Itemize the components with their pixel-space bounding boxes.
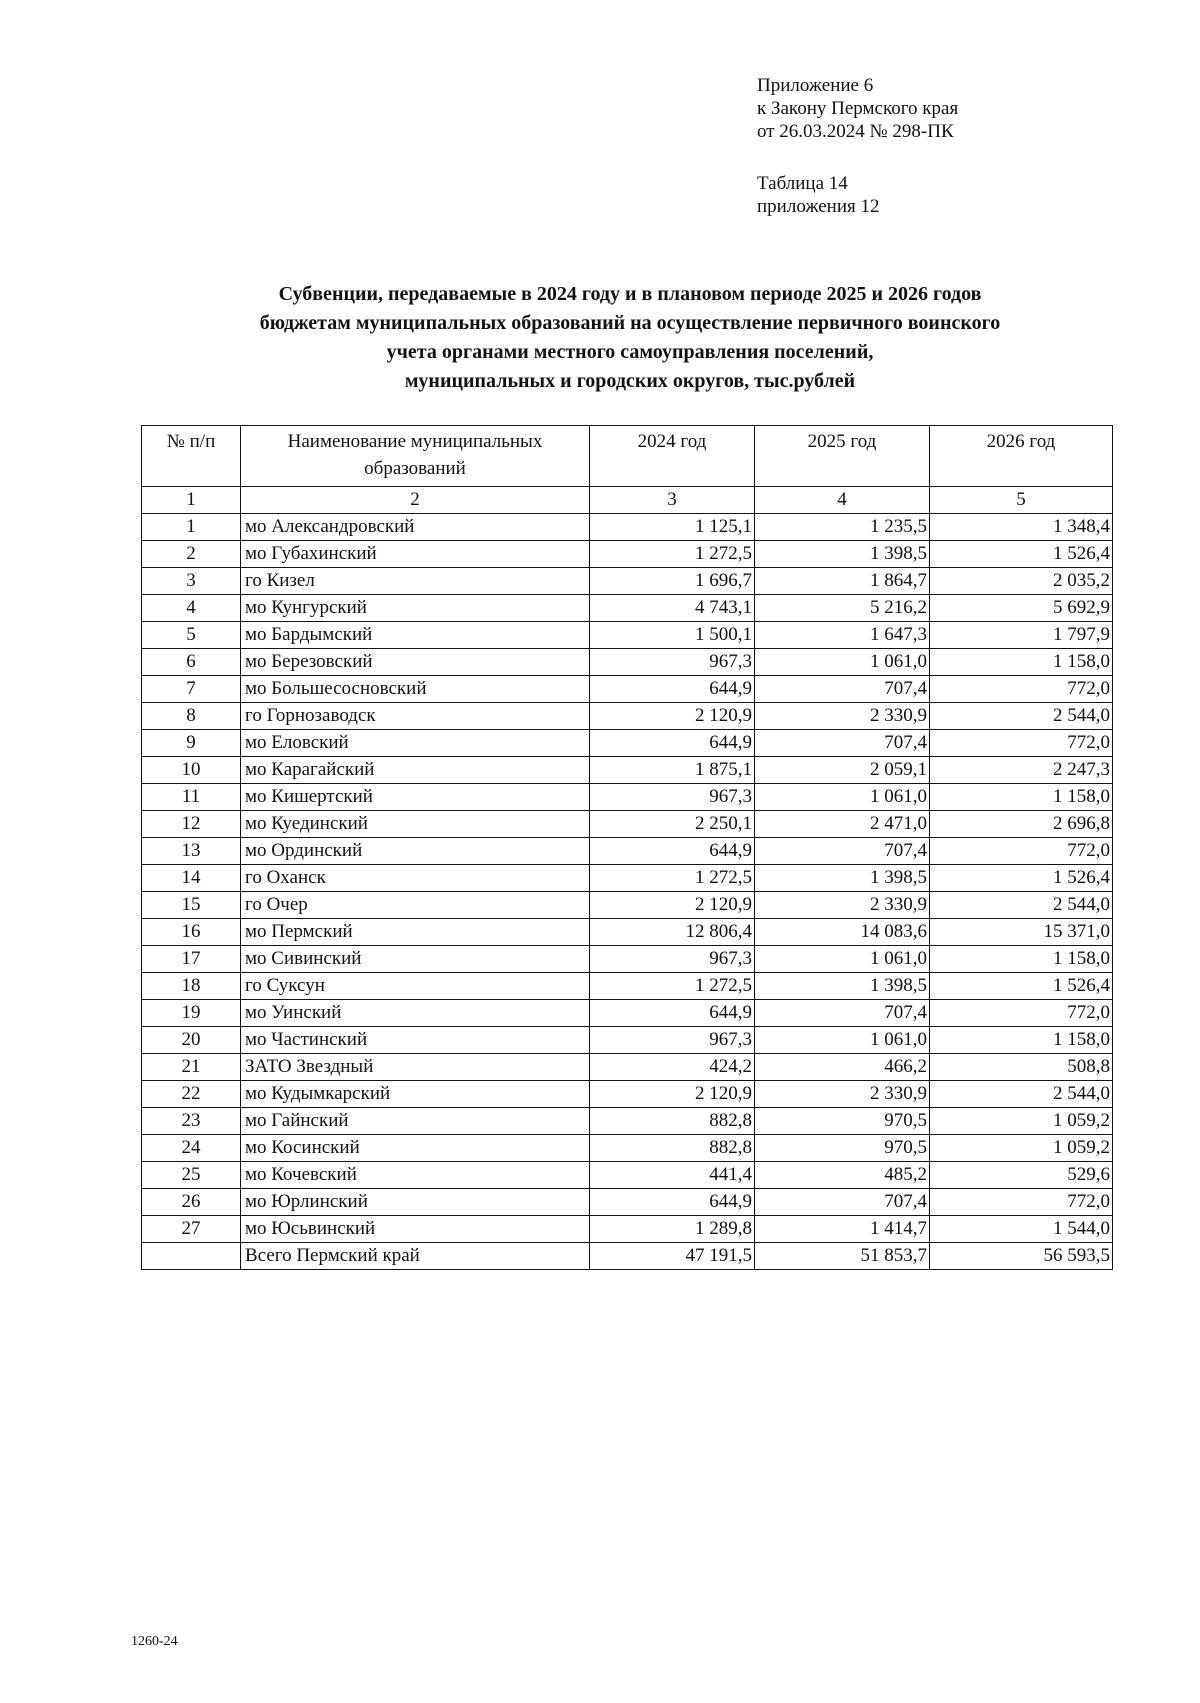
value-2025: 2 059,1 <box>755 757 930 784</box>
value-2026: 772,0 <box>930 1000 1113 1027</box>
value-2024: 644,9 <box>590 676 755 703</box>
header-name: Наименование муниципальных образований <box>241 426 590 487</box>
value-2024: 2 120,9 <box>590 1081 755 1108</box>
municipality-name: мо Юрлинский <box>241 1189 590 1216</box>
row-number: 7 <box>142 676 241 703</box>
value-2026: 1 544,0 <box>930 1216 1113 1243</box>
col-number: 4 <box>755 487 930 514</box>
row-number: 26 <box>142 1189 241 1216</box>
row-number: 13 <box>142 838 241 865</box>
table-row <box>142 541 1113 568</box>
row-number: 20 <box>142 1027 241 1054</box>
value-2026: 1 158,0 <box>930 946 1113 973</box>
value-2026: 1 797,9 <box>930 622 1113 649</box>
row-number: 11 <box>142 784 241 811</box>
appendix-line: Приложение 6 <box>757 75 874 96</box>
municipality-name: мо Карагайский <box>241 757 590 784</box>
value-2026: 772,0 <box>930 1189 1113 1216</box>
municipality-name: мо Березовский <box>241 649 590 676</box>
table-row <box>142 946 1113 973</box>
municipality-name: мо Бардымский <box>241 622 590 649</box>
total-2025: 51 853,7 <box>755 1243 930 1270</box>
value-2025: 1 647,3 <box>755 622 930 649</box>
value-2025: 707,4 <box>755 838 930 865</box>
table-row <box>142 838 1113 865</box>
municipality-name: мо Большесосновский <box>241 676 590 703</box>
value-2026: 2 544,0 <box>930 892 1113 919</box>
value-2025: 1 235,5 <box>755 514 930 541</box>
row-number: 22 <box>142 1081 241 1108</box>
value-2024: 1 272,5 <box>590 973 755 1000</box>
table-number: Таблица 14 <box>757 173 848 194</box>
value-2024: 1 289,8 <box>590 1216 755 1243</box>
value-2024: 967,3 <box>590 784 755 811</box>
value-2025: 1 398,5 <box>755 973 930 1000</box>
table-row <box>142 865 1113 892</box>
municipality-name: мо Юсьвинский <box>241 1216 590 1243</box>
municipality-name: мо Частинский <box>241 1027 590 1054</box>
document-code: 1260-24 <box>131 1634 178 1649</box>
table-row <box>142 730 1113 757</box>
municipality-name: мо Куединский <box>241 811 590 838</box>
municipality-name: мо Кишертский <box>241 784 590 811</box>
value-2024: 2 120,9 <box>590 892 755 919</box>
value-2024: 1 125,1 <box>590 514 755 541</box>
table-row <box>142 1162 1113 1189</box>
value-2026: 772,0 <box>930 838 1113 865</box>
municipality-name: мо Кунгурский <box>241 595 590 622</box>
value-2026: 529,6 <box>930 1162 1113 1189</box>
value-2024: 967,3 <box>590 649 755 676</box>
row-number: 4 <box>142 595 241 622</box>
value-2024: 644,9 <box>590 730 755 757</box>
title-line: бюджетам муниципальных образований на осуществление первичного воинского <box>259 312 1001 334</box>
value-2025: 970,5 <box>755 1108 930 1135</box>
table-row <box>142 1216 1113 1243</box>
value-2026: 1 158,0 <box>930 784 1113 811</box>
table-row <box>142 1000 1113 1027</box>
municipality-name: го Оханск <box>241 865 590 892</box>
row-number: 1 <box>142 514 241 541</box>
municipality-name: ЗАТО Звездный <box>241 1054 590 1081</box>
table-row <box>142 1081 1113 1108</box>
municipality-name: мо Косинский <box>241 1135 590 1162</box>
municipality-name: мо Пермский <box>241 919 590 946</box>
municipality-name: мо Ординский <box>241 838 590 865</box>
row-number: 18 <box>142 973 241 1000</box>
table-row <box>142 1108 1113 1135</box>
value-2026: 2 247,3 <box>930 757 1113 784</box>
row-number: 6 <box>142 649 241 676</box>
row-number: 19 <box>142 1000 241 1027</box>
value-2026: 2 696,8 <box>930 811 1113 838</box>
value-2024: 882,8 <box>590 1108 755 1135</box>
total-number <box>142 1243 241 1270</box>
value-2026: 1 059,2 <box>930 1135 1113 1162</box>
municipality-name: мо Гайнский <box>241 1108 590 1135</box>
table-row <box>142 703 1113 730</box>
row-number: 25 <box>142 1162 241 1189</box>
table-row <box>142 757 1113 784</box>
municipality-name: го Очер <box>241 892 590 919</box>
table-header-row <box>142 426 1113 487</box>
value-2026: 15 371,0 <box>930 919 1113 946</box>
table-appendix: приложения 12 <box>757 196 880 217</box>
appendix-header <box>757 74 958 143</box>
value-2024: 424,2 <box>590 1054 755 1081</box>
municipality-name: мо Уинский <box>241 1000 590 1027</box>
value-2025: 14 083,6 <box>755 919 930 946</box>
value-2025: 1 061,0 <box>755 649 930 676</box>
value-2024: 882,8 <box>590 1135 755 1162</box>
row-number: 23 <box>142 1108 241 1135</box>
value-2025: 970,5 <box>755 1135 930 1162</box>
row-number: 24 <box>142 1135 241 1162</box>
value-2025: 466,2 <box>755 1054 930 1081</box>
value-2025: 1 398,5 <box>755 541 930 568</box>
appendix-date-line: от 26.03.2024 № 298-ПК <box>757 121 954 142</box>
value-2026: 508,8 <box>930 1054 1113 1081</box>
value-2025: 2 471,0 <box>755 811 930 838</box>
value-2024: 644,9 <box>590 838 755 865</box>
total-2024: 47 191,5 <box>590 1243 755 1270</box>
value-2025: 5 216,2 <box>755 595 930 622</box>
table-row <box>142 892 1113 919</box>
table-row <box>142 622 1113 649</box>
col-number: 5 <box>930 487 1113 514</box>
municipality-name: го Суксун <box>241 973 590 1000</box>
table-reference <box>757 172 879 218</box>
value-2026: 1 158,0 <box>930 1027 1113 1054</box>
row-number: 2 <box>142 541 241 568</box>
value-2025: 1 398,5 <box>755 865 930 892</box>
header-2026: 2026 год <box>930 426 1113 487</box>
value-2026: 1 526,4 <box>930 541 1113 568</box>
value-2024: 1 875,1 <box>590 757 755 784</box>
col-number: 2 <box>241 487 590 514</box>
value-2025: 1 414,7 <box>755 1216 930 1243</box>
total-row <box>142 1243 1113 1270</box>
row-number: 8 <box>142 703 241 730</box>
value-2026: 1 526,4 <box>930 865 1113 892</box>
row-number: 27 <box>142 1216 241 1243</box>
value-2025: 707,4 <box>755 730 930 757</box>
value-2026: 1 348,4 <box>930 514 1113 541</box>
value-2024: 644,9 <box>590 1189 755 1216</box>
row-number: 21 <box>142 1054 241 1081</box>
total-label: Всего Пермский край <box>241 1243 590 1270</box>
value-2025: 1 061,0 <box>755 1027 930 1054</box>
row-number: 9 <box>142 730 241 757</box>
value-2025: 1 061,0 <box>755 946 930 973</box>
subventions-table <box>141 425 1113 1270</box>
title-line: Субвенции, передаваемые в 2024 году и в плановом периоде 2025 и 2026 годов <box>278 283 982 305</box>
value-2024: 441,4 <box>590 1162 755 1189</box>
value-2025: 1 864,7 <box>755 568 930 595</box>
value-2024: 967,3 <box>590 1027 755 1054</box>
value-2024: 1 272,5 <box>590 541 755 568</box>
municipality-name: мо Кудымкарский <box>241 1081 590 1108</box>
value-2025: 485,2 <box>755 1162 930 1189</box>
municipality-name: мо Кочевский <box>241 1162 590 1189</box>
value-2024: 1 696,7 <box>590 568 755 595</box>
row-number: 5 <box>142 622 241 649</box>
row-number: 17 <box>142 946 241 973</box>
value-2024: 967,3 <box>590 946 755 973</box>
header-2024: 2024 год <box>590 426 755 487</box>
municipality-name: го Горнозаводск <box>241 703 590 730</box>
table-row <box>142 811 1113 838</box>
header-2025: 2025 год <box>755 426 930 487</box>
value-2024: 2 250,1 <box>590 811 755 838</box>
municipality-name: мо Сивинский <box>241 946 590 973</box>
value-2026: 1 158,0 <box>930 649 1113 676</box>
row-number: 14 <box>142 865 241 892</box>
value-2025: 707,4 <box>755 1189 930 1216</box>
municipality-name: мо Александровский <box>241 514 590 541</box>
value-2026: 1 526,4 <box>930 973 1113 1000</box>
value-2024: 12 806,4 <box>590 919 755 946</box>
municipality-name: мо Губахинский <box>241 541 590 568</box>
value-2026: 772,0 <box>930 676 1113 703</box>
col-number: 3 <box>590 487 755 514</box>
table-row <box>142 1054 1113 1081</box>
value-2024: 4 743,1 <box>590 595 755 622</box>
value-2025: 2 330,9 <box>755 1081 930 1108</box>
header-num: № п/п <box>142 426 241 487</box>
title-line: учета органами местного самоуправления поселений, <box>386 341 874 363</box>
table-row <box>142 1027 1113 1054</box>
title-line: муниципальных и городских округов, тыс.рублей <box>404 370 856 392</box>
value-2024: 2 120,9 <box>590 703 755 730</box>
value-2025: 2 330,9 <box>755 703 930 730</box>
table-row <box>142 676 1113 703</box>
value-2024: 1 272,5 <box>590 865 755 892</box>
column-number-row <box>142 487 1113 514</box>
value-2024: 1 500,1 <box>590 622 755 649</box>
value-2026: 5 692,9 <box>930 595 1113 622</box>
row-number: 3 <box>142 568 241 595</box>
table-row <box>142 1189 1113 1216</box>
table-row <box>142 514 1113 541</box>
total-2026: 56 593,5 <box>930 1243 1113 1270</box>
value-2025: 707,4 <box>755 676 930 703</box>
table-row <box>142 568 1113 595</box>
table-row <box>142 973 1113 1000</box>
col-number: 1 <box>142 487 241 514</box>
municipality-name: го Кизел <box>241 568 590 595</box>
value-2025: 1 061,0 <box>755 784 930 811</box>
value-2026: 772,0 <box>930 730 1113 757</box>
municipality-name: мо Еловский <box>241 730 590 757</box>
table-row <box>142 919 1113 946</box>
row-number: 12 <box>142 811 241 838</box>
row-number: 10 <box>142 757 241 784</box>
value-2026: 1 059,2 <box>930 1108 1113 1135</box>
table-row <box>142 595 1113 622</box>
value-2026: 2 544,0 <box>930 1081 1113 1108</box>
value-2024: 644,9 <box>590 1000 755 1027</box>
value-2025: 707,4 <box>755 1000 930 1027</box>
row-number: 15 <box>142 892 241 919</box>
value-2026: 2 035,2 <box>930 568 1113 595</box>
row-number: 16 <box>142 919 241 946</box>
appendix-law-line: к Закону Пермского края <box>757 98 959 119</box>
table-row <box>142 784 1113 811</box>
document-title <box>150 280 1110 396</box>
value-2025: 2 330,9 <box>755 892 930 919</box>
table-row <box>142 1135 1113 1162</box>
table-row <box>142 649 1113 676</box>
value-2026: 2 544,0 <box>930 703 1113 730</box>
